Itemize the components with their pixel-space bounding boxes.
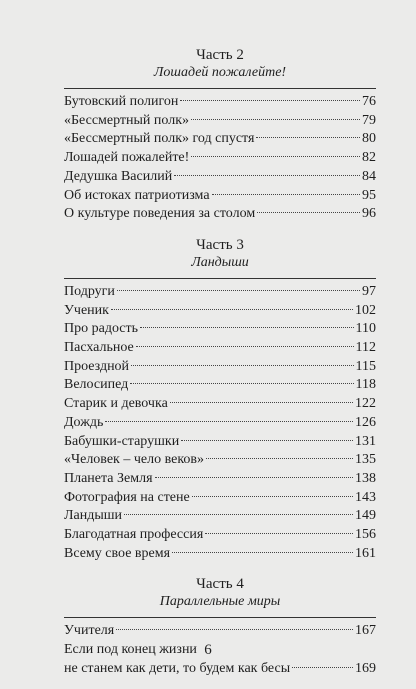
- toc-entry[interactable]: [64, 395, 376, 414]
- toc-entry[interactable]: [64, 93, 376, 112]
- entry-page: 149: [355, 508, 376, 524]
- entry-page: 167: [355, 623, 376, 639]
- toc-entry[interactable]: [64, 187, 376, 206]
- part-title: Часть 3: [196, 236, 244, 253]
- leader-dots: [256, 137, 360, 138]
- toc-entry[interactable]: [64, 526, 376, 545]
- entry-page: 156: [355, 527, 376, 543]
- toc-entry[interactable]: [64, 376, 376, 395]
- entry-title: Об истоках патриотизма: [64, 187, 210, 203]
- toc-entry[interactable]: [64, 320, 376, 339]
- entry-page: 118: [355, 377, 376, 393]
- toc-entry[interactable]: [64, 302, 376, 321]
- part-subtitle: Лошадей пожалейте!: [153, 65, 287, 80]
- entry-page: 110: [355, 321, 376, 337]
- leader-dots: [136, 346, 354, 347]
- entry-page: 143: [355, 489, 376, 505]
- entry-page: 138: [355, 470, 376, 486]
- leader-dots: [212, 194, 360, 195]
- toc-entry[interactable]: [64, 168, 376, 187]
- leader-dots: [131, 365, 353, 366]
- entry-page: 80: [362, 131, 376, 147]
- entry-title-line: Если под конец жизни: [64, 642, 197, 658]
- leader-dots: [192, 496, 353, 497]
- toc-entry[interactable]: [64, 149, 376, 168]
- entry-page: 95: [362, 187, 376, 203]
- entry-title: Бутовский полигон: [64, 94, 179, 109]
- entry-page: 135: [355, 452, 376, 468]
- leader-dots: [124, 514, 353, 515]
- entry-page: 102: [355, 302, 376, 318]
- entry-page: 79: [362, 112, 376, 128]
- toc-entry[interactable]: [64, 451, 376, 470]
- toc-list: [64, 283, 376, 564]
- leader-dots: [117, 290, 360, 291]
- part-subtitle: Параллельные миры: [159, 594, 281, 610]
- entry-title: Учителя: [64, 623, 115, 639]
- entry-title: О культуре поведения за столом: [64, 206, 256, 222]
- entry-page: 84: [362, 168, 376, 184]
- entry-title: Подруги: [64, 283, 115, 299]
- toc-entry[interactable]: [64, 433, 376, 452]
- leader-dots: [191, 119, 360, 120]
- leader-dots: [105, 421, 353, 422]
- entry-page: 76: [362, 94, 376, 109]
- entry-title: «Бессмертный полк» год спустя: [64, 131, 255, 147]
- entry-title: Фотография на стене: [64, 489, 190, 505]
- toc-entry[interactable]: [64, 130, 376, 149]
- entry-page: 97: [362, 283, 376, 299]
- entry-page: 161: [355, 545, 376, 561]
- entry-page: 126: [355, 414, 376, 430]
- entry-page: 122: [355, 396, 376, 412]
- leader-dots: [174, 175, 360, 176]
- toc-part-2: [64, 46, 376, 224]
- entry-title: Ландыши: [64, 508, 123, 524]
- toc-entry[interactable]: [64, 283, 376, 302]
- entry-page: 131: [355, 433, 376, 449]
- page-number: 6: [204, 642, 212, 658]
- entry-title: Дождь: [64, 414, 104, 430]
- part-subtitle: Ландыши: [191, 254, 249, 270]
- leader-dots: [140, 327, 354, 328]
- toc-entry[interactable]: [64, 358, 376, 377]
- entry-title: Старик и девочка: [64, 396, 168, 412]
- toc-entry-last-line: [64, 660, 376, 679]
- toc-entry[interactable]: [64, 205, 376, 224]
- entry-title: Про радость: [64, 321, 139, 337]
- entry-page: 169: [355, 660, 376, 676]
- leader-dots: [181, 440, 353, 441]
- entry-page: 82: [362, 150, 376, 166]
- spacer: [64, 224, 376, 236]
- entry-title: Лошадей пожалейте!: [64, 150, 190, 166]
- divider: [64, 278, 376, 279]
- entry-title: Ученик: [64, 302, 109, 318]
- toc-entry[interactable]: [64, 545, 376, 564]
- divider: [64, 88, 376, 89]
- leader-dots: [257, 212, 360, 213]
- toc-entry[interactable]: [64, 507, 376, 526]
- toc-entry[interactable]: [64, 112, 376, 131]
- leader-dots: [206, 458, 353, 459]
- entry-title: Дедушка Василий: [64, 168, 173, 184]
- leader-dots: [130, 383, 353, 384]
- leader-dots: [205, 533, 353, 534]
- toc-entry[interactable]: [64, 470, 376, 489]
- entry-title: Бабушки-старушки: [64, 433, 180, 449]
- spacer: [64, 563, 376, 575]
- leader-dots: [172, 552, 353, 553]
- leader-dots: [191, 156, 360, 157]
- entry-page: 112: [355, 340, 376, 356]
- leader-dots: [111, 309, 353, 310]
- leader-dots: [170, 402, 353, 403]
- entry-title: не станем как дети, то будем как бесы: [64, 660, 291, 676]
- toc-entry[interactable]: [64, 622, 376, 641]
- toc-entry[interactable]: [64, 339, 376, 358]
- entry-title: Пасхальное: [64, 340, 134, 356]
- toc-entry[interactable]: [64, 414, 376, 433]
- entry-page: 115: [355, 358, 376, 374]
- toc-part-3: [64, 236, 376, 564]
- divider: [64, 617, 376, 618]
- leader-dots: [180, 100, 360, 101]
- entry-title: «Человек – чело веков»: [64, 452, 205, 468]
- part-title: Часть 4: [196, 576, 244, 593]
- toc-list: [64, 93, 376, 224]
- toc-entry[interactable]: [64, 489, 376, 508]
- entry-title: Всему свое время: [64, 545, 171, 561]
- leader-dots: [116, 629, 353, 630]
- entry-page: 96: [362, 206, 376, 222]
- part-title: Часть 2: [196, 47, 244, 63]
- entry-title: Благодатная профессия: [64, 527, 204, 543]
- entry-title: Проездной: [64, 358, 130, 374]
- toc-part-4: [64, 575, 376, 678]
- leader-dots: [155, 477, 353, 478]
- leader-dots: [292, 667, 353, 668]
- entry-title: Велосипед: [64, 377, 129, 393]
- entry-title: «Бессмертный полк»: [64, 112, 190, 128]
- entry-title: Планета Земля: [64, 470, 153, 486]
